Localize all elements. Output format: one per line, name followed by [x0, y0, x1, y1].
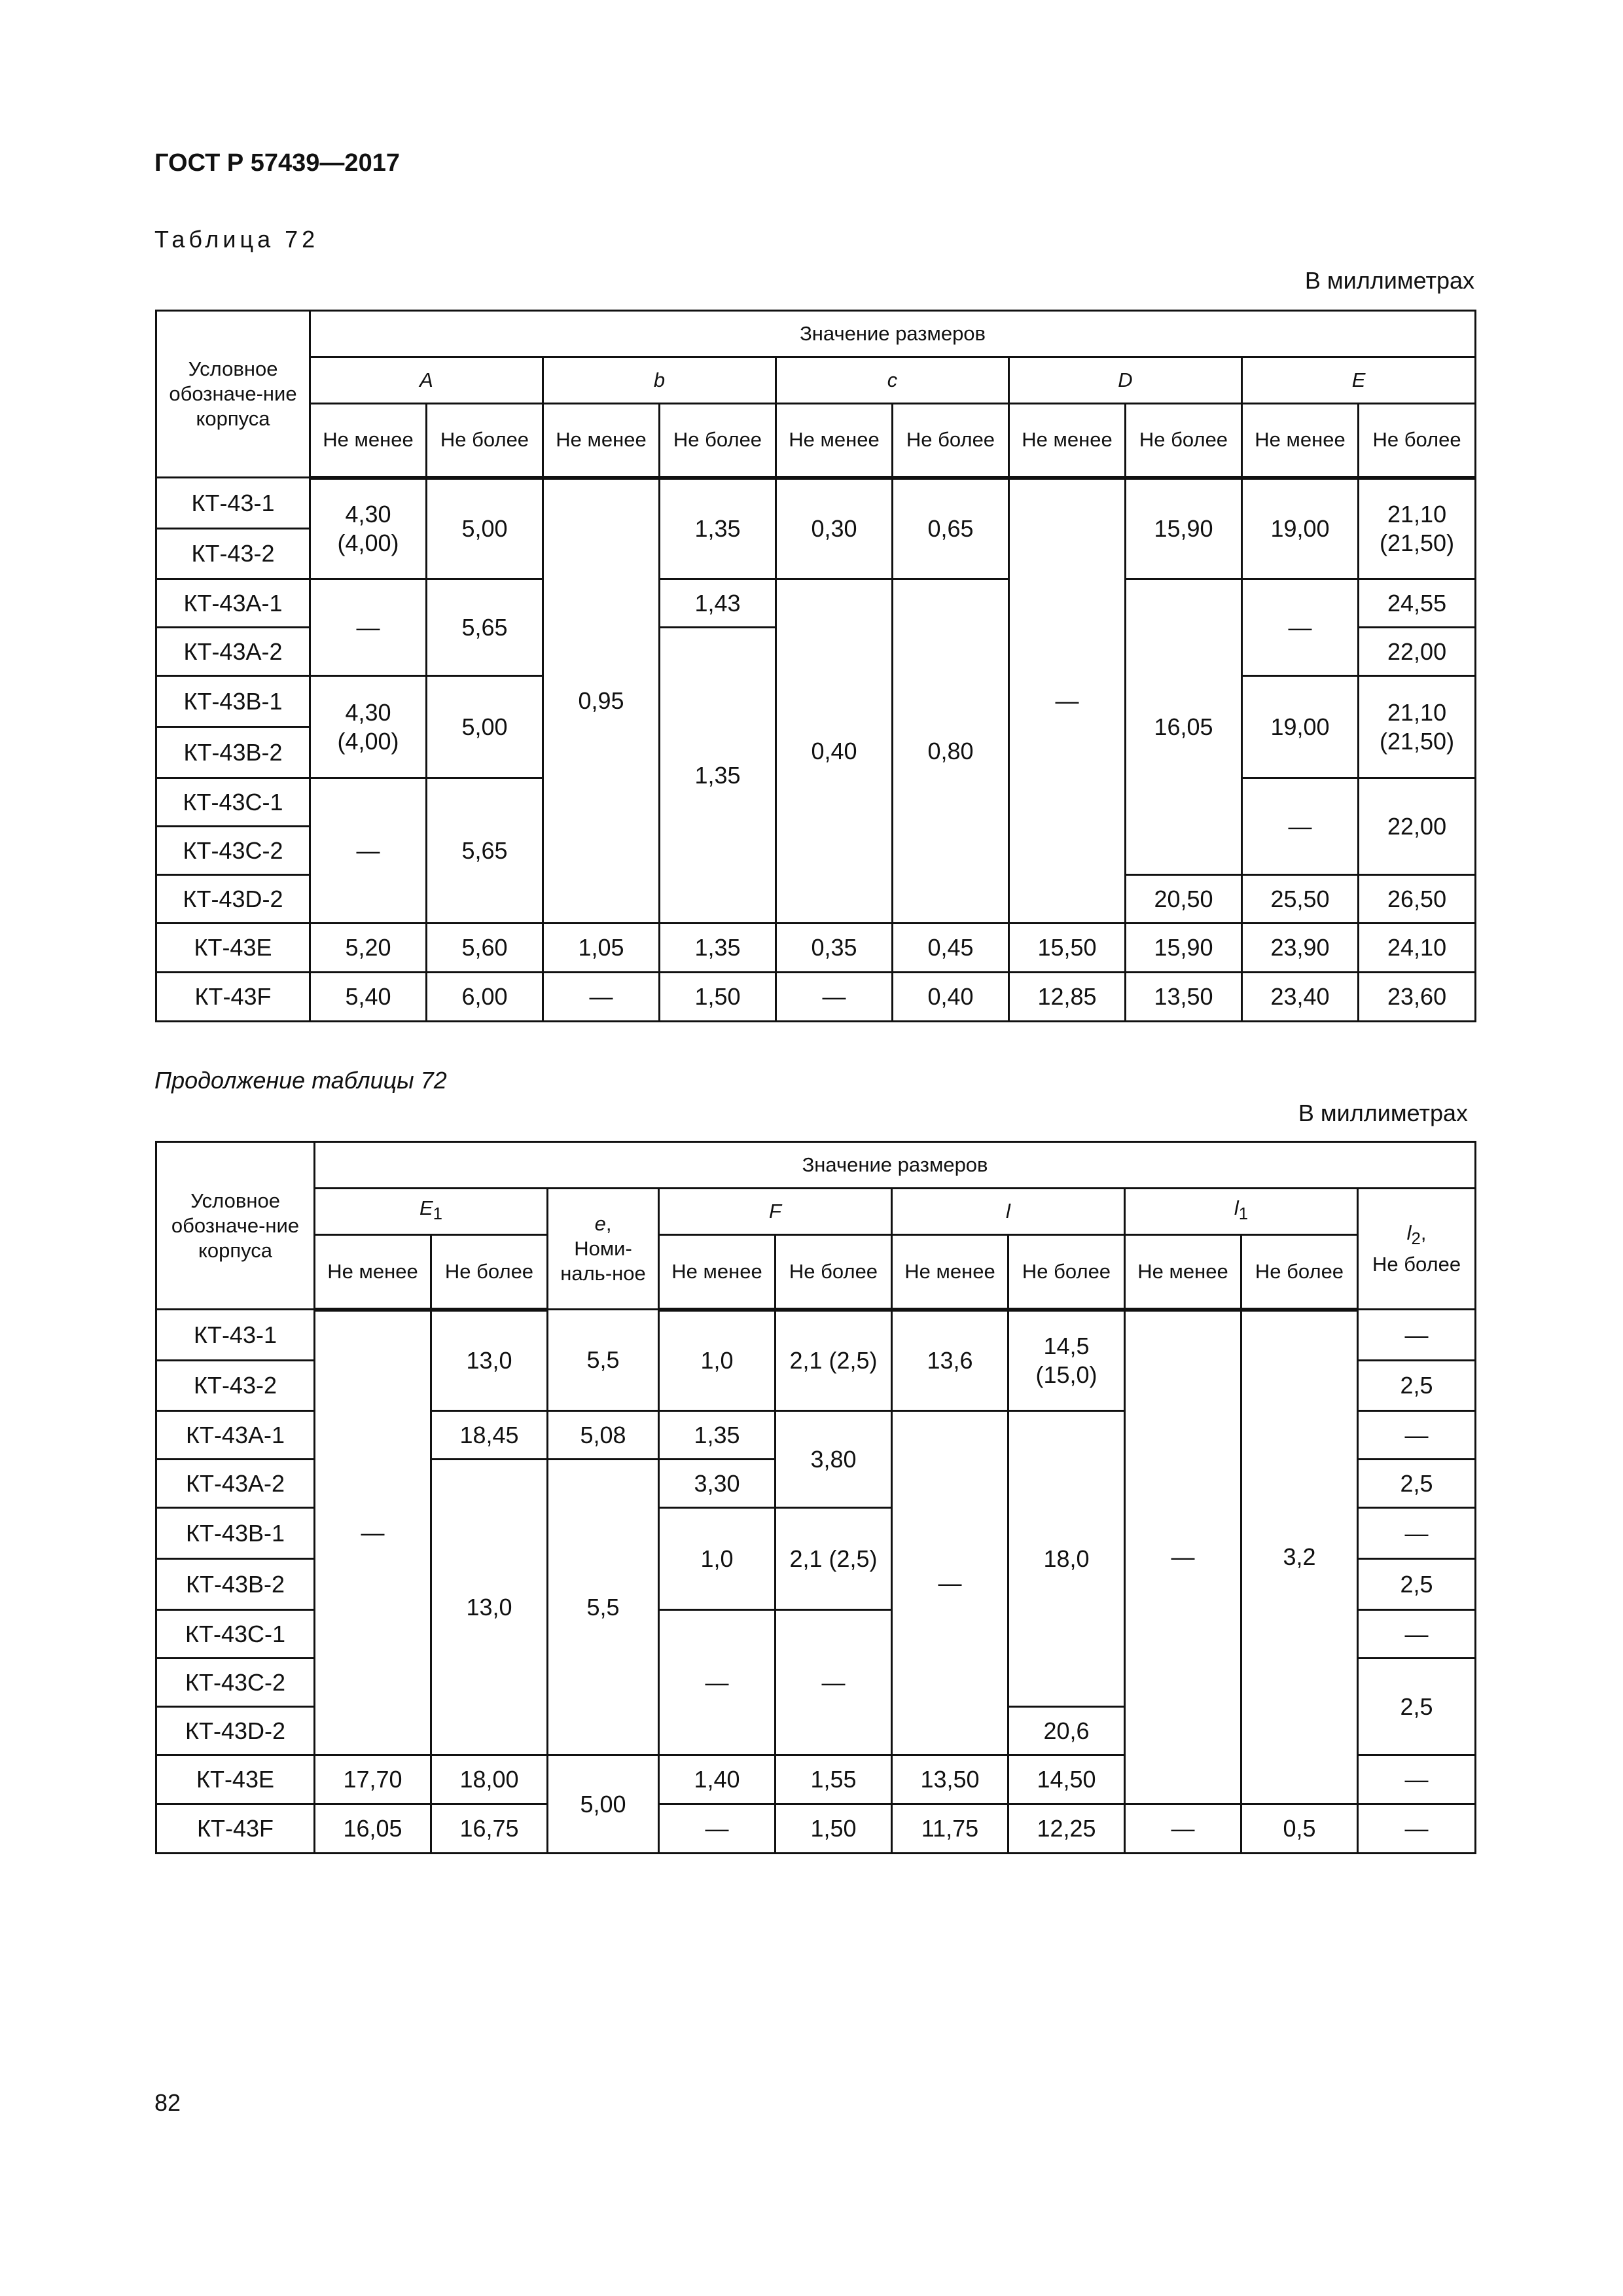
header-max: Не более: [660, 404, 776, 478]
group-l2: $l_2$, Не более: [1358, 1189, 1476, 1310]
table-row: [156, 579, 1476, 628]
cell: 14,5 (15,0): [1008, 1310, 1125, 1411]
row-label: КТ-43F: [156, 973, 310, 1022]
cell: 2,5: [1358, 1361, 1476, 1411]
document-header: ГОСТ Р 57439—2017: [154, 149, 400, 177]
cell: —: [1358, 1411, 1476, 1460]
cell: 25,50: [1242, 875, 1359, 924]
cell: —: [892, 1411, 1008, 1755]
row-label: КТ-43В-1: [156, 1508, 315, 1559]
cell: 1,05: [543, 924, 660, 973]
cell: 5,20: [310, 924, 427, 973]
row-label: КТ-43С-1: [156, 778, 310, 827]
cell: 0,80: [893, 579, 1009, 924]
row-label: КТ-43Е: [156, 1755, 315, 1804]
cell: 24,10: [1359, 924, 1476, 973]
cell: 1,55: [776, 1755, 892, 1804]
row-label: КТ-43-2: [156, 529, 310, 579]
cell: 0,65: [893, 478, 1009, 579]
header-min: Не менее: [659, 1235, 776, 1310]
cell: 21,10 (21,50): [1359, 478, 1476, 579]
cell: 3,80: [776, 1411, 892, 1508]
table-row: [156, 478, 1476, 529]
header-min: Не менее: [892, 1235, 1008, 1310]
cell: 23,90: [1242, 924, 1359, 973]
cell: 0,30: [776, 478, 893, 579]
header-min: Не менее: [310, 404, 427, 478]
group-A: A: [310, 357, 543, 404]
cell: 5,00: [548, 1755, 659, 1854]
cell: 6,00: [427, 973, 543, 1022]
page-number: 82: [154, 2089, 181, 2116]
cell: 0,5: [1241, 1804, 1358, 1854]
header-max: Не более: [893, 404, 1009, 478]
cell: 4,30 (4,00): [310, 478, 427, 579]
row-label: КТ-43А-2: [156, 1460, 315, 1508]
cell: —: [1242, 778, 1359, 875]
cell: 1,35: [660, 628, 776, 924]
cell: 19,00: [1242, 478, 1359, 579]
row-label: КТ-43А-1: [156, 579, 310, 628]
cell: 2,1 (2,5): [776, 1508, 892, 1610]
row-label: КТ-43В-2: [156, 1559, 315, 1610]
group-l: l: [892, 1189, 1125, 1235]
cell: 13,0: [431, 1310, 548, 1411]
cell: 1,0: [659, 1310, 776, 1411]
header-max: Не более: [776, 1235, 892, 1310]
cell: 3,2: [1241, 1310, 1358, 1804]
cell: 16,05: [1126, 579, 1242, 875]
row-label: КТ-43В-2: [156, 727, 310, 778]
row-label: КТ-43F: [156, 1804, 315, 1854]
cell: 0,35: [776, 924, 893, 973]
cell: 0,95: [543, 478, 660, 924]
cell: 26,50: [1359, 875, 1476, 924]
cell: 15,90: [1126, 924, 1242, 973]
cell: 13,0: [431, 1460, 548, 1755]
row-label: КТ-43А-1: [156, 1411, 315, 1460]
cell: 21,10 (21,50): [1359, 676, 1476, 778]
row-label: КТ-43С-2: [156, 827, 310, 875]
cell: 17,70: [315, 1755, 431, 1804]
cell: 5,60: [427, 924, 543, 973]
cell: 5,5: [548, 1460, 659, 1755]
cell: 1,40: [659, 1755, 776, 1804]
cell: 19,00: [1242, 676, 1359, 778]
header-min: Не менее: [1125, 1235, 1241, 1310]
group-l1: $l_1$: [1125, 1189, 1358, 1235]
cell: 2,1 (2,5): [776, 1310, 892, 1411]
cell: 18,00: [431, 1755, 548, 1804]
header-max: Не более: [1241, 1235, 1358, 1310]
row-label: КТ-43А-2: [156, 628, 310, 676]
header-dimensions: Значение размеров: [315, 1142, 1476, 1189]
header-min: Не менее: [315, 1235, 431, 1310]
cell: 0,45: [893, 924, 1009, 973]
table-row: [156, 1310, 1476, 1361]
header-max: Не более: [1359, 404, 1476, 478]
row-label: КТ-43D-2: [156, 1707, 315, 1755]
cell: 13,6: [892, 1310, 1008, 1411]
cell: 20,50: [1126, 875, 1242, 924]
cell: —: [310, 579, 427, 676]
units-label: В миллиметрах: [1298, 1100, 1468, 1126]
cell: 20,6: [1008, 1707, 1125, 1755]
cell: 23,60: [1359, 973, 1476, 1022]
group-F: F: [659, 1189, 892, 1235]
cell: —: [1358, 1610, 1476, 1659]
cell: —: [1125, 1310, 1241, 1804]
cell: 5,65: [427, 778, 543, 924]
cell: —: [776, 1610, 892, 1755]
row-label: КТ-43В-1: [156, 676, 310, 727]
header-min: Не менее: [776, 404, 893, 478]
cell: 13,50: [892, 1755, 1008, 1804]
cell: 12,85: [1009, 973, 1126, 1022]
cell: 22,00: [1359, 628, 1476, 676]
cell: 16,05: [315, 1804, 431, 1854]
cell: —: [1009, 478, 1126, 924]
header-designation: Условное обозначе-ние корпуса: [156, 1142, 315, 1310]
cell: 5,40: [310, 973, 427, 1022]
row-label: КТ-43-1: [156, 1310, 315, 1361]
cell: 5,00: [427, 676, 543, 778]
header-max: Не более: [431, 1235, 548, 1310]
cell: 1,0: [659, 1508, 776, 1610]
header-designation: Условное обозначе-ние корпуса: [156, 311, 310, 478]
group-E1: $E_1$: [315, 1189, 548, 1235]
row-label: КТ-43Е: [156, 924, 310, 973]
cell: 1,35: [660, 924, 776, 973]
table-row: [156, 973, 1476, 1022]
cell: 14,50: [1008, 1755, 1125, 1804]
cell: 22,00: [1359, 778, 1476, 875]
table-title: Таблица 72: [154, 226, 319, 253]
cell: 1,50: [776, 1804, 892, 1854]
cell: 13,50: [1126, 973, 1242, 1022]
group-b: b: [543, 357, 776, 404]
cell: 11,75: [892, 1804, 1008, 1854]
header-max: Не более: [1008, 1235, 1125, 1310]
cell: —: [659, 1610, 776, 1755]
cell: 0,40: [776, 579, 893, 924]
cell: 1,35: [660, 478, 776, 579]
cell: —: [659, 1804, 776, 1854]
cell: 5,08: [548, 1411, 659, 1460]
cell: 18,0: [1008, 1411, 1125, 1707]
cell: 15,50: [1009, 924, 1126, 973]
dimensions-table: [155, 310, 1476, 1022]
cell: —: [1358, 1755, 1476, 1804]
table-row: [156, 924, 1476, 973]
row-label: КТ-43С-2: [156, 1659, 315, 1707]
header-dimensions: Значение размеров: [310, 311, 1476, 357]
cell: 5,5: [548, 1310, 659, 1411]
cell: 3,30: [659, 1460, 776, 1508]
cell: 12,25: [1008, 1804, 1125, 1854]
cell: —: [543, 973, 660, 1022]
cell: —: [1125, 1804, 1241, 1854]
cell: 2,5: [1358, 1559, 1476, 1610]
group-E: E: [1242, 357, 1476, 404]
group-D: D: [1009, 357, 1242, 404]
cell: 23,40: [1242, 973, 1359, 1022]
cell: —: [310, 778, 427, 924]
cell: 2,5: [1358, 1659, 1476, 1755]
row-label: КТ-43-1: [156, 478, 310, 529]
continuation-title: Продолжение таблицы 72: [154, 1067, 447, 1094]
header-max: Не более: [427, 404, 543, 478]
row-label: КТ-43С-1: [156, 1610, 315, 1659]
cell: 15,90: [1126, 478, 1242, 579]
cell: 1,43: [660, 579, 776, 628]
cell: 18,45: [431, 1411, 548, 1460]
dimensions-table-continued: [155, 1141, 1476, 1854]
row-label: КТ-43D-2: [156, 875, 310, 924]
group-e-nominal: e, Номи-наль-ное: [548, 1189, 659, 1310]
header-min: Не менее: [543, 404, 660, 478]
cell: 5,65: [427, 579, 543, 676]
header-min: Не менее: [1009, 404, 1126, 478]
cell: —: [1358, 1310, 1476, 1361]
cell: 1,35: [659, 1411, 776, 1460]
group-c: c: [776, 357, 1009, 404]
cell: 0,40: [893, 973, 1009, 1022]
cell: 24,55: [1359, 579, 1476, 628]
cell: —: [1242, 579, 1359, 676]
cell: 2,5: [1358, 1460, 1476, 1508]
cell: 16,75: [431, 1804, 548, 1854]
cell: —: [1358, 1508, 1476, 1559]
cell: 1,50: [660, 973, 776, 1022]
header-max: Не более: [1126, 404, 1242, 478]
header-min: Не менее: [1242, 404, 1359, 478]
table-row: [156, 1804, 1476, 1854]
units-label: В миллиметрах: [1304, 267, 1474, 294]
cell: 4,30 (4,00): [310, 676, 427, 778]
cell: —: [776, 973, 893, 1022]
cell: —: [1358, 1804, 1476, 1854]
cell: 5,00: [427, 478, 543, 579]
cell: —: [315, 1310, 431, 1755]
row-label: КТ-43-2: [156, 1361, 315, 1411]
